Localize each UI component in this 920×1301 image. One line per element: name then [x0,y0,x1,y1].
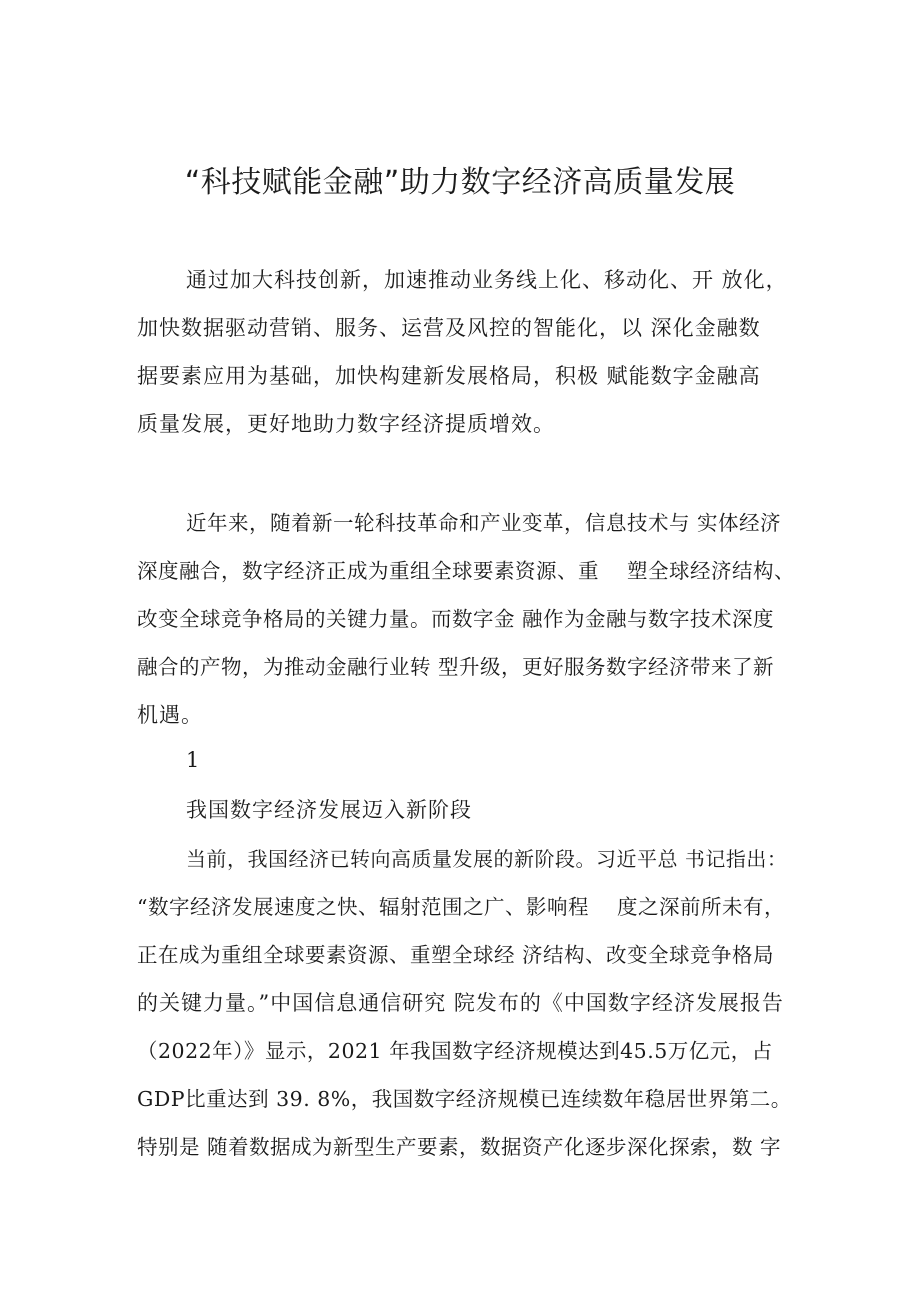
paragraph-2-line-2: 深度融合，数字经济正成为重组全球要素资源、重 塑全球经济结构、 [137,559,796,583]
paragraph-1-line-1: 通过加大科技创新，加速推动业务线上化、移动化、开 放化， [186,268,788,292]
paragraph-3-line-1: 当前，我国经济已转向高质量发展的新阶段。习近平总 书记指出： [186,847,788,871]
paragraph-2-line-3: 改变全球竞争格局的关键力量。而数字金 融作为金融与数字技术深度 [137,607,775,631]
paragraph-3-line-5: （2022年）》显示，2021 年我国数字经济规模达到45.5万亿元，占 [137,1039,773,1063]
paragraph-2-line-1: 近年来，随着新一轮科技革命和产业变革，信息技术与 实体经济 [186,511,782,535]
paragraph-3-line-7: 特别是 随着数据成为新型生产要素，数据资产化逐步深化探索，数 字 [137,1135,782,1159]
paragraph-1-line-4: 质量发展，更好地助力数字经济提质增效。 [137,412,555,436]
paragraph-1-line-3: 据要素应用为基础，加快构建新发展格局，积极 赋能数字金融高 [137,364,761,388]
paragraph-3-line-6: GDP比重达到 39. 8%，我国数字经济规模已连续数年稳居世界第二。 [137,1087,792,1111]
section-number: 1 [186,748,201,772]
paragraph-3-line-3: 正在成为重组全球要素资源、重塑全球经 济结构、改变全球竞争格局 [137,943,775,967]
paragraph-1-line-2: 加快数据驱动营销、服务、运营及风控的智能化，以 深化金融数 [137,316,761,340]
paragraph-3-line-4: 的关键力量。”中国信息通信研究 院发布的《中国数字经济发展报告 [137,991,784,1015]
paragraph-2-line-5: 机遇。 [137,703,203,727]
section-heading: 我国数字经济发展迈入新阶段 [186,798,472,822]
paragraph-2-line-4: 融合的产物，为推动金融行业转 型升级，更好服务数字经济带来了新 [137,655,775,679]
paragraph-3-line-2: “数字经济发展速度之快、辐射范围之广、影响程 度之深前所未有， [137,895,785,919]
document-title: “科技赋能金融”助力数字经济高质量发展 [184,165,736,200]
